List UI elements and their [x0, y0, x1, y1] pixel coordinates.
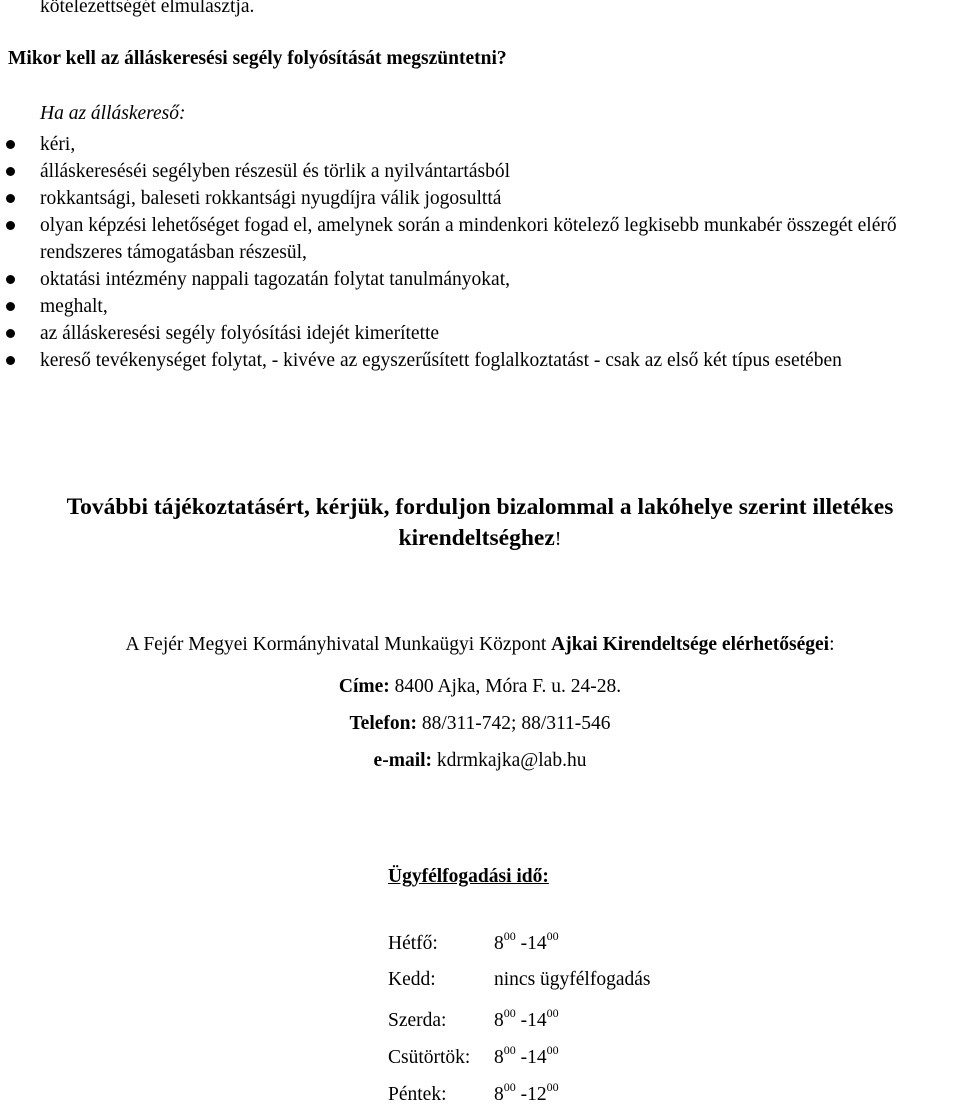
contact-heading [0, 634, 960, 656]
intro-text: Ha az álláskereső: [40, 103, 186, 124]
email-value: kdrmkajka@lab.hu [432, 750, 587, 771]
phone-label: Telefon: [349, 713, 417, 734]
list-item [0, 158, 935, 185]
hours-row-tuesday [388, 969, 651, 991]
list-item-text: oktatási intézmény nappali tagozatán folytat tanulmányokat, [40, 269, 511, 290]
list-item [0, 266, 935, 293]
bullet-icon [6, 194, 15, 203]
further-info-notice [0, 492, 960, 555]
previous-text-line: kötelezettségét elmulasztja. [40, 0, 255, 17]
address-value: 8400 Ajka, Móra F. u. 24-28. [389, 676, 622, 697]
day-hours: $8^{00}$ $-12^{00}$ [494, 1080, 559, 1105]
hours-row-thursday [388, 1043, 559, 1069]
list-item [0, 293, 935, 320]
day-hours: $8^{00}$ $-14^{00}$ [494, 1006, 559, 1031]
bullet-icon [6, 140, 15, 149]
day-name: Csütörtök: [388, 1047, 471, 1068]
list-item [0, 131, 935, 158]
address-label: Címe: [338, 676, 390, 697]
list-item [0, 347, 935, 374]
phone-value: 88/311-742; 88/311-546 [416, 713, 611, 734]
email-line [0, 750, 960, 772]
day-hours: $8^{00}$ $-14^{00}$ [494, 1043, 559, 1068]
notice-line-1: További tájékoztatásért, kérjük, forduljon bizalommal a lakóhelye szerint illetékes [66, 494, 894, 520]
hours-row-friday [388, 1080, 559, 1106]
list-item [0, 212, 935, 266]
list-item-text: az álláskeresési segély folyósítási idejét kimerítette [40, 323, 440, 344]
day-name: Hétfő: [388, 933, 438, 954]
day-name: Szerda: [388, 1010, 447, 1031]
email-label: e-mail: [373, 750, 433, 771]
list-item [0, 320, 935, 347]
contact-heading-branch: Ajkai Kirendeltsége elérhetőségei [551, 634, 830, 655]
list-item-text: olyan képzési lehetőséget fogad el, amelynek során a mindenkori kötelező legkisebb munkabér összegét elérő rendszeres támogatásban részesül, [40, 215, 897, 263]
bullet-icon [6, 167, 15, 176]
list-item-text: rokkantsági, baleseti rokkantsági nyugdíjra válik jogosulttá [40, 188, 502, 209]
list-item-text: kereső tevékenységet folytat, - kivéve az egyszerűsített foglalkoztatást - csak az első két típus esetében [40, 350, 842, 371]
contact-heading-colon: : [829, 634, 835, 655]
question-heading: Mikor kell az álláskeresési segély folyósítását megszüntetni? [8, 48, 507, 69]
list-item-text: kéri, [40, 134, 76, 155]
hours-row-wednesday [388, 1006, 559, 1032]
bullet-icon [6, 329, 15, 338]
day-name: Kedd: [388, 969, 436, 990]
list-item-text: álláskereséséi segélyben részesül és törlik a nyilvántartásból [40, 161, 510, 182]
list-item [0, 185, 935, 212]
notice-line-2 [0, 523, 960, 555]
day-hours: $8^{00}$ $-14^{00}$ [494, 929, 559, 954]
contact-heading-office: A Fejér Megyei Kormányhivatal Munkaügyi Központ [125, 634, 552, 655]
notice-exclamation: ! [554, 528, 562, 550]
phone-line [0, 713, 960, 735]
bullet-icon [6, 275, 15, 284]
hours-row-monday [388, 929, 559, 955]
termination-reasons-list [0, 131, 960, 374]
notice-office-word: kirendeltséghez [398, 525, 555, 551]
office-hours-title: Ügyfélfogadási idő: [388, 866, 549, 887]
bullet-icon [6, 221, 15, 230]
list-item-text: meghalt, [40, 296, 108, 317]
address-line [0, 676, 960, 698]
bullet-icon [6, 302, 15, 311]
day-name: Péntek: [388, 1084, 447, 1105]
bullet-icon [6, 356, 15, 365]
day-note: nincs ügyfélfogadás [494, 969, 651, 990]
